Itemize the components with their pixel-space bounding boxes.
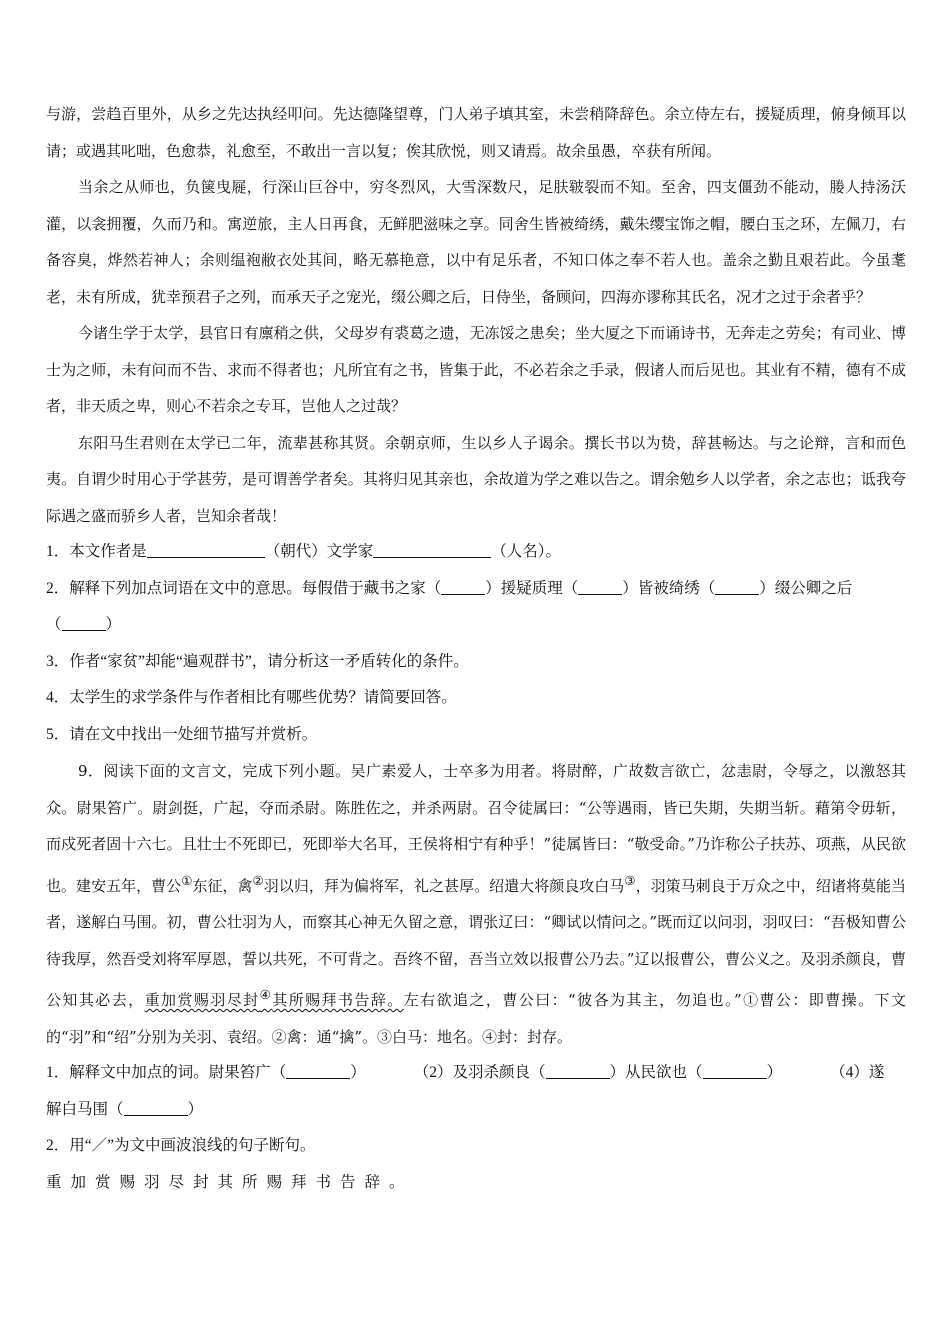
passage8-paragraph-3: 今诸生学于太学，县官日有廪稍之供，父母岁有裘葛之遗，无冻馁之患矣；坐大厦之下而诵诗书，无奔走之劳矣；有司业、博士为之师，未有问而不告、求而不得者也；凡所宜有之书，皆集于此，不必若余之手录，假诸人而后见也。其业有不精，德有不成者，非天质之卑，则心不若余之专耳，岂他人之过哉？ (46, 324, 906, 415)
answer-blank[interactable] (578, 578, 622, 595)
question-text: ） (105, 616, 122, 633)
answer-blank[interactable] (124, 1099, 188, 1116)
wavy-underlined-sentence (144, 987, 404, 1009)
question-text: （ (46, 616, 62, 633)
question-text: ） (187, 1100, 204, 1118)
passage-text: 左右欲追之，曹公曰：“彼各为其主，勿追也。” (403, 991, 742, 1009)
footnote-mark: ④ (259, 987, 273, 1002)
question-text: ）皆被绮绣（ (622, 579, 716, 597)
passage8-paragraph-1: 与游，尝趋百里外，从乡之先达执经叩问。先达德隆望尊，门人弟子填其室，未尝稍降辞色。余立侍左右，援疑质理，俯身倾耳以请；或遇其叱咄，色愈恭，礼愈至，不敢出一言以复；俟其欣悦，则又请焉。故余虽愚，卒获有所闻。 (46, 105, 906, 160)
passage-text: 其所赐拜书告辞。 (272, 991, 404, 1009)
question9-2-sentence: 重加赏赐羽尽封其所赐拜书告辞。 (46, 1173, 414, 1191)
question-text: ） (350, 1064, 366, 1081)
question-text: （4）遂 (830, 1064, 885, 1081)
passage-text: 9．阅读下面的文言文，完成下列小题。吴广素爱人，士卒多为用者。将尉醉，广故数言欲亡，忿恚尉，令辱之，以激怒其众。尉果笞广。尉剑挺，广起，夺而杀尉。陈胜佐之，并杀两尉。召令徒属曰：“公等遇雨，皆已失期，失期当斩。藉第令毋斩，而戍死者固十六七。且壮士不死即已，死即举大名耳，王侯将相宁有种乎！”徒属皆曰：“敬受命。”乃诈称公子扶苏、项燕，从民欲也。建安五年，曹公 (46, 762, 906, 895)
footnote-mark: ③ (624, 872, 636, 888)
question-text: ）援疑质理（ (485, 579, 579, 597)
question-text: ）从民欲也（ (609, 1064, 703, 1081)
question8-4: 4．太学生的求学条件与作者相比有哪些优势？请简要回答。 (46, 689, 457, 706)
question9-1 (46, 1055, 906, 1128)
answer-blank[interactable] (703, 1062, 767, 1079)
question8-5: 5．请在文中找出一处细节描写并赏析。 (46, 725, 318, 743)
answer-blank[interactable] (286, 1062, 350, 1079)
answer-blank[interactable] (715, 578, 759, 595)
passage-text: 东征，禽 (192, 876, 253, 895)
passage-text: 羽以归，拜为偏将军，礼之甚厚。绍遣大将颜良攻白马 (263, 876, 625, 895)
passage8-paragraph-4: 东阳马生君则在太学已二年，流辈甚称其贤。余朝京师，生以乡人子谒余。撰长书以为贽，辞甚畅达。与之论辩，言和而色夷。自谓少时用心于学甚劳，是可谓善学者矣。其将归见其亲也，余故道为学之难以告之。谓余勉乡人以学者，余之志也；诋我夸际遇之盛而骄乡人者，岂知余者哉！ (46, 433, 906, 525)
answer-blank[interactable] (441, 578, 485, 595)
footnotes: ①曹公：即曹操。下文的“羽”和“绍”分别为关羽、袁绍。②禽：通“擒”。③白马：地名。④封：封存。 (46, 991, 906, 1046)
question8-1 (46, 534, 906, 571)
question-text: （人名）。 (491, 543, 562, 560)
question-text: 1．本文作者是 (46, 543, 147, 560)
answer-blank[interactable] (373, 541, 491, 558)
question-text: 解白马围（ (46, 1100, 124, 1118)
question-text: ） (766, 1064, 783, 1081)
passage8-paragraph-2: 当余之从师也，负箧曳屣，行深山巨谷中，穷冬烈风，大雪深数尺，足肤皲裂而不知。至舍，四支僵劲不能动，媵人持汤沃灌，以衾拥覆，久而乃和。寓逆旅，主人日再食，无鲜肥滋味之享。同舍生皆被绮绣，戴朱缨宝饰之帽，腰白玉之环，左佩刀，右备容臭，烨然若神人；余则缊袍敝衣处其间，略无慕艳意，以中有足乐者，不知口体之奉不若人也。盖余之勤且艰若此。今虽耄老，未有所成，犹幸预君子之列，而承天子之宠光，缀公卿之后，日侍坐，备顾问，四海亦谬称其氏名，况才之过于余者乎？ (46, 178, 906, 306)
answer-blank[interactable] (62, 614, 106, 631)
question8-2 (46, 571, 906, 644)
question-text: 1．解释文中加点的词。尉果笞广（ (46, 1064, 287, 1081)
document-page (46, 96, 906, 1201)
question-text: 2．解释下列加点词语在文中的意思。每假借于藏书之家（ (46, 579, 442, 597)
passage9-text (46, 753, 906, 1055)
question-text: （2）及羽杀颜良（ (413, 1064, 546, 1081)
question-text: ）缀公卿之后 (759, 579, 853, 597)
question8-3: 3．作者“家贫”却能“遍观群书”，请分析这一矛盾转化的条件。 (46, 652, 469, 670)
question-text: （朝代）文学家 (264, 543, 374, 560)
answer-blank[interactable] (546, 1062, 610, 1079)
passage-text: 重加赏赐羽尽封 (144, 991, 260, 1009)
footnote-mark: ② (252, 872, 264, 888)
footnote-mark: ① (181, 872, 193, 888)
answer-blank[interactable] (147, 541, 265, 558)
passage-text: ，羽策马刺良于万众之中，绍诸将莫能当者，遂解白马围。初，曹公壮羽为人，而察其心神无久留之意，谓张辽曰：“卿试以情问之。”既而辽以问羽，羽叹曰：“吾极知曹公待我厚，然吾受刘将军厚恩，誓以共死，不可背之。吾终不留，吾当立效以报曹公乃去。”辽以报曹公，曹公义之。及羽杀颜良，曹公知其必去， (46, 876, 906, 1009)
question9-2: 2．用“／”为文中画波浪线的句子断句。 (46, 1137, 316, 1154)
